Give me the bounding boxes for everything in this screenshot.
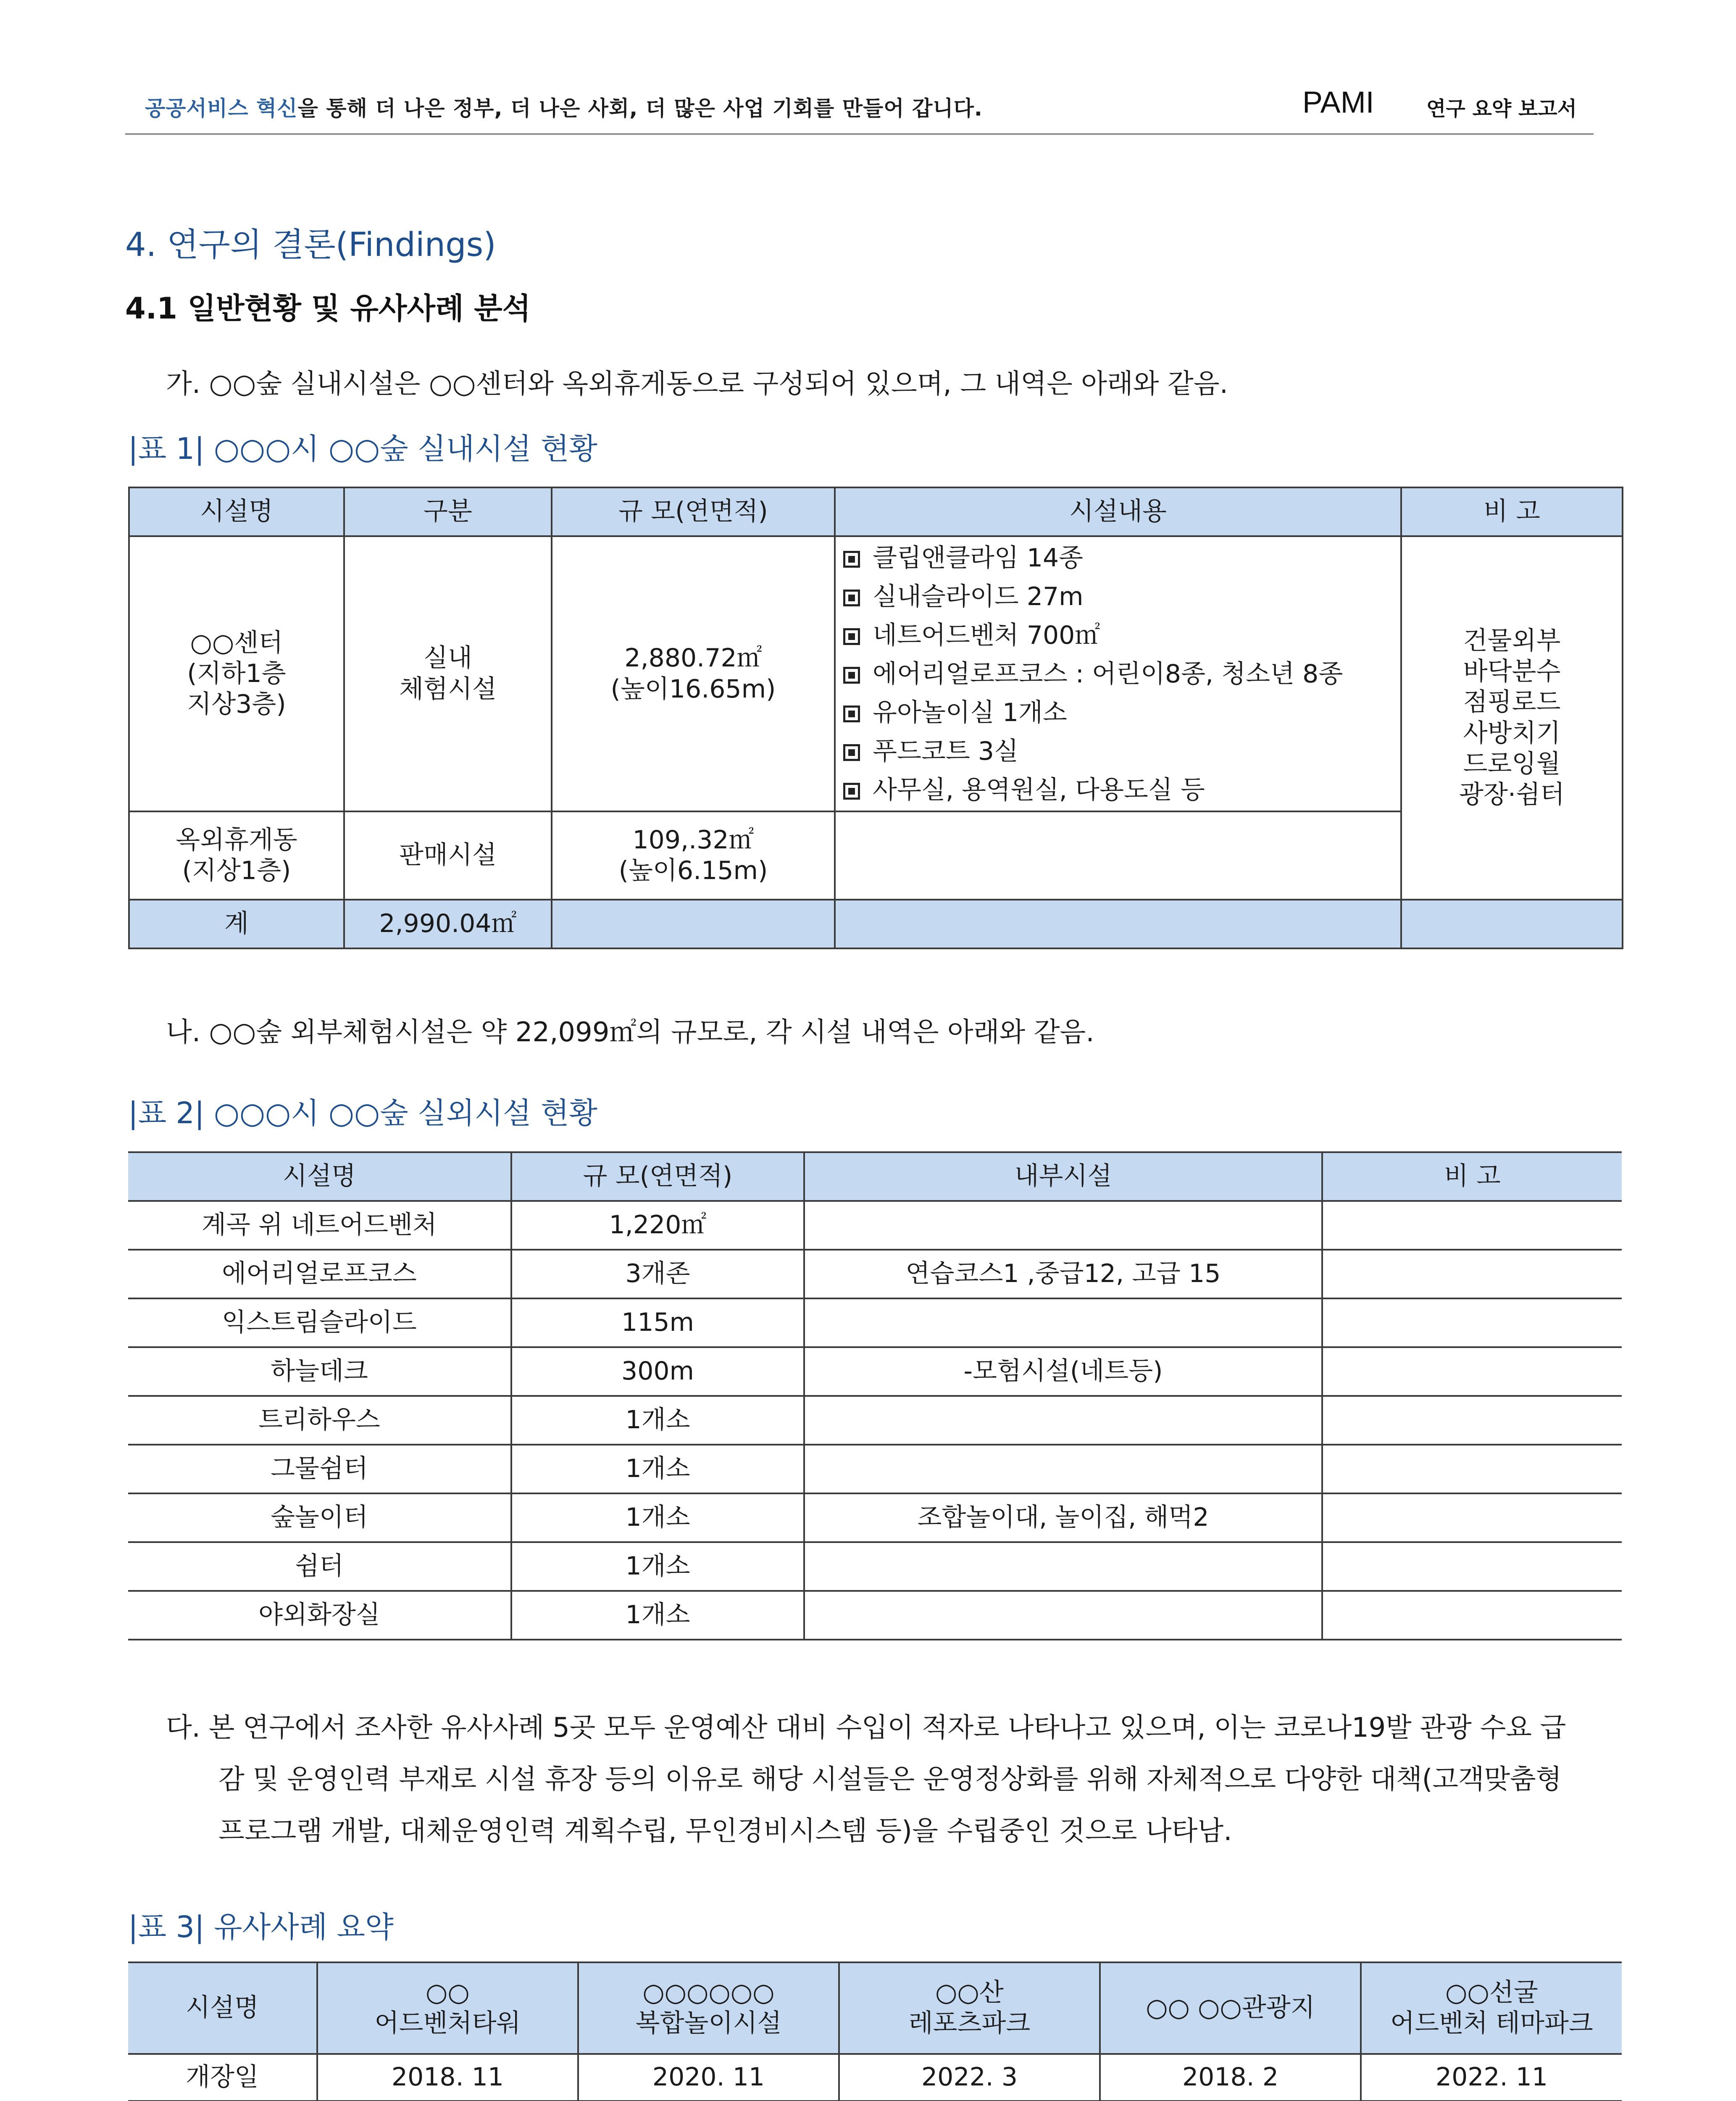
- facility-type-cell: [344, 536, 552, 811]
- cell-line: (지하1층: [187, 658, 286, 688]
- table-header-row: [129, 487, 1623, 536]
- indoor-facilities-table: [128, 487, 1623, 949]
- cell-line: 어드벤처 테마파크: [1390, 2009, 1593, 2038]
- facility-size-cell: 1개소: [511, 1493, 804, 1542]
- cell-line: 옥외휴게동: [176, 825, 297, 855]
- note-cell: [1322, 1493, 1622, 1542]
- facility-name-cell: 익스트림슬라이드: [128, 1298, 511, 1347]
- facility-name-cell: [129, 536, 344, 811]
- facility-size-cell: [552, 811, 835, 900]
- table-row: [128, 1396, 1622, 1445]
- facility-name-cell: [129, 811, 344, 900]
- table-row: [129, 536, 1623, 811]
- content-item: [843, 577, 1400, 616]
- cell-line: (높이6.15m): [618, 856, 768, 885]
- table-row: [128, 1298, 1622, 1347]
- table-header-row: [128, 1962, 1622, 2054]
- table-row: [128, 1542, 1622, 1591]
- table-header-cell: ○○ ○○관광지: [1100, 1962, 1361, 2054]
- cell-line: 지상3층): [187, 690, 286, 719]
- paragraph-da-line1: 다. 본 연구에서 조사한 유사사례 5곳 모두 운영예산 대비 수입이 적자로 나타나고 있으며, 이는 코로나19발 관광 수요 급: [166, 1712, 1566, 1743]
- facility-size-cell: 1개소: [511, 1591, 804, 1640]
- table-header-cell: 규 모(연면적): [552, 487, 835, 536]
- header-report-type: 연구 요약 보고서: [1426, 97, 1577, 121]
- table-row: [128, 1493, 1622, 1542]
- section-subtitle: 4.1 일반현황 및 유사사례 분석: [125, 291, 531, 326]
- facility-size-cell: 1개소: [511, 1445, 804, 1493]
- content-item: [843, 655, 1400, 693]
- table-header-cell: [839, 1962, 1100, 2054]
- content-item-text: 사무실, 용역원실, 다용도실 등: [873, 775, 1205, 805]
- facility-contents-cell: [835, 536, 1401, 811]
- content-item: [843, 693, 1400, 732]
- inner-facility-cell: [804, 1201, 1322, 1250]
- facility-size-cell: 1개소: [511, 1396, 804, 1445]
- inner-facility-cell: [804, 1445, 1322, 1493]
- cell-line: 109,.32㎡: [632, 825, 754, 855]
- total-empty-cell: [1401, 900, 1623, 948]
- cell-line: 점핑로드: [1463, 687, 1561, 717]
- table-cell: 2020. 11: [578, 2054, 839, 2101]
- inner-facility-cell: [804, 1396, 1322, 1445]
- content-item-text: 네트어드벤처 700㎡: [873, 620, 1100, 650]
- facility-size-cell: 1개소: [511, 1542, 804, 1591]
- table-row: [128, 1591, 1622, 1640]
- checkbox-bullet-icon: [843, 744, 860, 761]
- table-row: [128, 1445, 1622, 1493]
- cell-line: ○○산: [935, 1977, 1004, 2007]
- cell-line: 드로잉월: [1463, 749, 1561, 779]
- facility-size-cell: [552, 536, 835, 811]
- table-row: [128, 1201, 1622, 1250]
- cell-line: ○○○○○○: [642, 1977, 775, 2007]
- content-item-text: 실내슬라이드 27m: [873, 582, 1084, 611]
- facility-name-cell: 트리하우스: [128, 1396, 511, 1445]
- facility-name-cell: 하늘데크: [128, 1347, 511, 1396]
- cell-line: 사방치기: [1463, 718, 1561, 748]
- content-item-text: 에어리얼로프코스 : 어린이8종, 청소년 8종: [873, 659, 1343, 689]
- table-header-cell: [1361, 1962, 1622, 2054]
- facility-contents-cell: [835, 811, 1401, 900]
- table-header-cell: 시설내용: [835, 487, 1401, 536]
- facility-size-cell: 3개존: [511, 1250, 804, 1298]
- table3-caption: |표 3| 유사사례 요약: [128, 1910, 394, 1944]
- table-row: [128, 1250, 1622, 1298]
- header-brand: PAMI: [1302, 86, 1374, 119]
- table2-caption: |표 2| ○○○시 ○○숲 실외시설 현황: [128, 1096, 597, 1130]
- inner-facility-cell: -모험시설(네트등): [804, 1347, 1322, 1396]
- note-cell: [1322, 1250, 1622, 1298]
- facility-size-cell: 300m: [511, 1347, 804, 1396]
- table-header-cell: 구분: [344, 487, 552, 536]
- outdoor-facilities-table: [128, 1151, 1622, 1640]
- cell-line: 2,880.72㎡: [624, 643, 762, 673]
- facility-name-cell: 에어리얼로프코스: [128, 1250, 511, 1298]
- table-cell: 2018. 2: [1100, 2054, 1361, 2101]
- header-motto: [145, 92, 983, 122]
- cell-line: 실내: [423, 643, 472, 673]
- checkbox-bullet-icon: [843, 667, 860, 684]
- table-header-cell: 비 고: [1322, 1152, 1622, 1201]
- content-item-text: 클립앤클라임 14종: [873, 543, 1084, 573]
- table-header-cell: 비 고: [1401, 487, 1623, 536]
- cell-line: ○○선굴: [1445, 1977, 1538, 2007]
- checkbox-bullet-icon: [843, 628, 860, 645]
- inner-facility-cell: 연습코스1 ,중급12, 고급 15: [804, 1250, 1322, 1298]
- paragraph-da-line3: 프로그램 개발, 대체운영인력 계획수립, 무인경비시스템 등)을 수립중인 것으로 나타남.: [218, 1816, 1232, 1847]
- header-divider: [125, 133, 1594, 135]
- total-empty-cell: [552, 900, 835, 948]
- note-cell: [1322, 1591, 1622, 1640]
- table-header-cell: 시설명: [128, 1152, 511, 1201]
- table-header-cell: 내부시설: [804, 1152, 1322, 1201]
- table-cell: 2018. 11: [317, 2054, 578, 2101]
- header-motto-highlight: 공공서비스 혁신: [145, 96, 298, 121]
- content-item: [843, 616, 1400, 655]
- total-value-cell: 2,990.04㎡: [344, 900, 552, 948]
- cell-line: 바닥분수: [1463, 657, 1561, 687]
- table-row: [128, 1347, 1622, 1396]
- content-item: [843, 732, 1400, 771]
- cell-line: 체험시설: [399, 674, 497, 704]
- table-header-cell: [578, 1962, 839, 2054]
- checkbox-bullet-icon: [843, 706, 860, 722]
- checkbox-bullet-icon: [843, 590, 860, 606]
- table-row: [129, 811, 1623, 900]
- content-item-text: 유아놀이실 1개소: [873, 698, 1067, 727]
- inner-facility-cell: 조합놀이대, 놀이집, 해먹2: [804, 1493, 1322, 1542]
- checkbox-bullet-icon: [843, 551, 860, 568]
- row-label-cell: 개장일: [128, 2054, 317, 2101]
- facility-name-cell: 그물쉼터: [128, 1445, 511, 1493]
- note-cell: [1322, 1201, 1622, 1250]
- cell-line: (높이16.65m): [610, 674, 776, 704]
- checkbox-bullet-icon: [843, 783, 860, 800]
- similar-cases-table: [128, 1961, 1622, 2101]
- cell-line: ○○센터: [190, 628, 283, 658]
- cell-line: 어드벤처타워: [374, 2009, 521, 2038]
- facility-name-cell: 야외화장실: [128, 1591, 511, 1640]
- facility-name-cell: 숲놀이터: [128, 1493, 511, 1542]
- facility-size-cell: 115m: [511, 1298, 804, 1347]
- table-cell: 2022. 3: [839, 2054, 1100, 2101]
- total-empty-cell: [835, 900, 1401, 948]
- facility-type-cell: 판매시설: [344, 811, 552, 900]
- table-header-cell: 시설명: [128, 1962, 317, 2054]
- cell-line: 레포츠파크: [908, 2009, 1031, 2038]
- note-cell: [1322, 1445, 1622, 1493]
- remarks-cell: [1401, 536, 1623, 900]
- content-item-text: 푸드코트 3실: [873, 736, 1019, 766]
- table1-caption: |표 1| ○○○시 ○○숲 실내시설 현황: [128, 432, 597, 466]
- table-cell: 2022. 11: [1361, 2054, 1622, 2101]
- cell-line: ○○: [426, 1977, 470, 2007]
- cell-line: 건물외부: [1463, 626, 1561, 656]
- inner-facility-cell: [804, 1542, 1322, 1591]
- paragraph-na: 나. ○○숲 외부체험시설은 약 22,099㎡의 규모로, 각 시설 내역은 아래와 같음.: [166, 1017, 1094, 1048]
- inner-facility-cell: [804, 1591, 1322, 1640]
- cell-line: 복합놀이시설: [635, 2009, 782, 2038]
- table-row: [128, 2054, 1622, 2101]
- facility-name-cell: 쉼터: [128, 1542, 511, 1591]
- note-cell: [1322, 1542, 1622, 1591]
- table-header-row: [128, 1152, 1622, 1201]
- note-cell: [1322, 1396, 1622, 1445]
- header-motto-rest: 을 통해 더 나은 정부, 더 나은 사회, 더 많은 사업 기회를 만들어 갑니다.: [297, 96, 983, 121]
- note-cell: [1322, 1298, 1622, 1347]
- total-label-cell: 계: [129, 900, 344, 948]
- table-total-row: [129, 900, 1623, 948]
- content-item: [843, 771, 1400, 809]
- table-header-cell: 규 모(연면적): [511, 1152, 804, 1201]
- facility-size-cell: 1,220㎡: [511, 1201, 804, 1250]
- table-header-cell: [317, 1962, 578, 2054]
- facility-name-cell: 계곡 위 네트어드벤처: [128, 1201, 511, 1250]
- paragraph-da-line2: 감 및 운영인력 부재로 시설 휴장 등의 이유로 해당 시설들은 운영정상화를 위해 자체적으로 다양한 대책(고객맞춤형: [218, 1764, 1562, 1795]
- note-cell: [1322, 1347, 1622, 1396]
- table-header-cell: 시설명: [129, 487, 344, 536]
- section-title: 4. 연구의 결론(Findings): [125, 226, 496, 264]
- content-item: [843, 539, 1400, 577]
- paragraph-ga: 가. ○○숲 실내시설은 ○○센터와 옥외휴게동으로 구성되어 있으며, 그 내역은 아래와 같음.: [166, 369, 1228, 400]
- cell-line: 광장·쉼터: [1459, 779, 1565, 809]
- inner-facility-cell: [804, 1298, 1322, 1347]
- cell-line: (지상1층): [182, 856, 291, 885]
